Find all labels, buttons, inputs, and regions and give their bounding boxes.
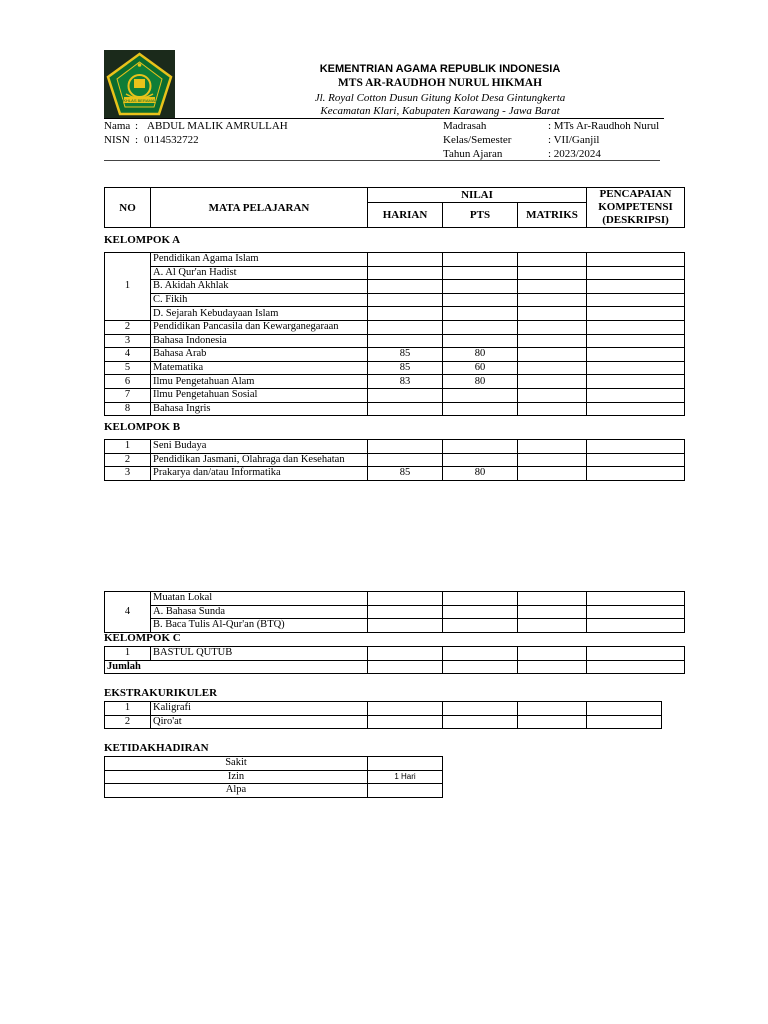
row-pts: 80 [443,375,518,389]
row-deskripsi [587,280,685,294]
ministry-title: KEMENTRIAN AGAMA REPUBLIK INDONESIA [319,63,561,75]
row-no: 1 [105,647,151,661]
row-deskripsi [587,375,685,389]
pencapaian-line2: KOMPETENSI [598,201,673,213]
col-mapel: MATA PELAJARAN [151,188,368,228]
row-no: 4 [105,592,151,633]
row-pts [443,253,518,267]
row-matriks [518,280,587,294]
student-name: ABDUL MALIK AMRULLAH [147,120,288,132]
row-cell [443,702,518,716]
row-subject: BASTUL QUTUB [151,647,368,661]
row-no: 2 [105,320,151,334]
row-deskripsi [587,619,685,633]
absen-value: 1 Hari [368,770,443,784]
row-subject: Matematika [151,361,368,375]
row-harian [368,293,443,307]
row-harian: 85 [368,361,443,375]
row-subject: Ilmu Pengetahuan Alam [151,375,368,389]
row-harian: 83 [368,375,443,389]
ekstra-table [104,701,662,729]
row-pts [443,402,518,416]
row-harian [368,605,443,619]
table-row [105,784,443,798]
row-no: 7 [105,388,151,402]
row-pts [443,293,518,307]
school-address-line2: Kecamatan Klari, Kabupaten Karawang - Jawa Barat [320,105,560,117]
student-nisn: 0114532722 [144,134,199,146]
row-no: 5 [105,361,151,375]
row-deskripsi [587,293,685,307]
row-no: 2 [105,715,151,729]
row-harian [368,280,443,294]
row-no: 3 [105,334,151,348]
table-row [105,361,685,375]
row-subject: Pendidikan Jasmani, Olahraga dan Kesehatan [151,453,368,467]
row-activity: Qiro'at [151,715,368,729]
row-pts [443,592,518,606]
row-deskripsi [587,388,685,402]
row-harian [368,619,443,633]
table-row [105,702,662,716]
row-subject: Muatan Lokal [151,592,368,606]
row-deskripsi [587,592,685,606]
table-row [105,375,685,389]
row-matriks [518,402,587,416]
row-pts [443,307,518,321]
student-nisn-row: NISN : 0114532722 [104,134,199,146]
row-matriks [518,388,587,402]
jumlah-deskripsi [587,660,685,674]
row-cell [368,715,443,729]
row-pts [443,453,518,467]
tahun-label: Tahun Ajaran [443,148,503,160]
table-row [105,453,685,467]
school-name: MTS AR-RAUDHOH NURUL HIKMAH [337,77,543,89]
row-subject: Bahasa Ingris [151,402,368,416]
kelompok-a-table [104,252,685,416]
kelompok-a-body [105,253,685,416]
row-harian [368,320,443,334]
row-pts [443,280,518,294]
absen-title: KETIDAKHADIRAN [104,742,209,754]
logo-motto: IKHLAS BERAMAL [122,98,157,103]
table-row [105,757,443,771]
table-row [105,592,685,606]
row-activity: Kaligrafi [151,702,368,716]
row-deskripsi [587,307,685,321]
row-harian [368,266,443,280]
row-harian: 85 [368,348,443,362]
absen-value [368,784,443,798]
table-row [105,307,685,321]
tahun-value: : 2023/2024 [548,148,601,160]
kemenag-logo [104,50,175,119]
info-divider [104,160,660,161]
col-pts: PTS [443,202,518,227]
row-cell [368,702,443,716]
col-nilai: NILAI [368,188,587,203]
table-row [105,619,685,633]
row-subject: B. Baca Tulis Al-Qur'an (BTQ) [151,619,368,633]
jumlah-row [105,660,685,674]
absen-value [368,757,443,771]
row-pts [443,605,518,619]
row-matriks [518,592,587,606]
row-subject: Seni Budaya [151,440,368,454]
grades-table-header [104,187,685,228]
table-row [105,467,685,481]
row-deskripsi [587,467,685,481]
kelompok-b-table [104,439,685,481]
row-subject: A. Al Qur'an Hadist [151,266,368,280]
row-matriks [518,647,587,661]
col-pencapaian [587,188,685,228]
row-subject: Pendidikan Pancasila dan Kewarganegaraan [151,320,368,334]
row-deskripsi [587,334,685,348]
row-subject: Pendidikan Agama Islam [151,253,368,267]
table-row [105,320,685,334]
absen-label: Izin [105,770,368,784]
col-matriks: MATRIKS [518,202,587,227]
row-no: 1 [105,702,151,716]
jumlah-harian [368,660,443,674]
kelompok-b-title: KELOMPOK B [104,421,181,433]
row-matriks [518,307,587,321]
row-pts [443,266,518,280]
ekstra-title: EKSTRAKURIKULER [104,687,218,699]
row-no: 8 [105,402,151,416]
row-no: 2 [105,453,151,467]
table-row [105,253,685,267]
col-no: NO [105,188,151,228]
row-matriks [518,467,587,481]
absen-table [104,756,443,798]
row-deskripsi [587,266,685,280]
row-no: 1 [105,253,151,321]
row-deskripsi [587,647,685,661]
row-harian: 85 [368,467,443,481]
row-cell [518,715,587,729]
row-no: 4 [105,348,151,362]
kelompok-a-title: KELOMPOK A [104,234,181,246]
student-name-row: Nama : ABDUL MALIK AMRULLAH [104,120,288,132]
row-pts: 80 [443,348,518,362]
table-row [105,293,685,307]
kelas-label: Kelas/Semester [443,134,512,146]
school-address-line1: Jl. Royal Cotton Dusun Gitung Kolot Desa Gintungkerta [314,92,566,104]
jumlah-label: Jumlah [105,660,368,674]
table-row [105,440,685,454]
row-no: 1 [105,440,151,454]
row-matriks [518,453,587,467]
row-pts: 80 [443,467,518,481]
row-subject: Bahasa Arab [151,348,368,362]
row-cell [518,702,587,716]
row-subject: Ilmu Pengetahuan Sosial [151,388,368,402]
row-cell [443,715,518,729]
row-matriks [518,320,587,334]
row-pts [443,619,518,633]
row-matriks [518,266,587,280]
table-row [105,647,685,661]
pencapaian-line1: PENCAPAIAN [599,188,672,200]
row-deskripsi [587,361,685,375]
row-subject: C. Fikih [151,293,368,307]
row-deskripsi [587,440,685,454]
row-subject: A. Bahasa Sunda [151,605,368,619]
pencapaian-line3: (DESKRIPSI) [602,214,669,226]
table-row [105,770,443,784]
kelompok-c-title: KELOMPOK C [104,632,181,644]
madrasah-value: : MTs Ar-Raudhoh Nurul [548,120,660,132]
row-harian [368,647,443,661]
row-deskripsi [587,253,685,267]
row-harian [368,253,443,267]
jumlah-pts [443,660,518,674]
muatan-lokal-table [104,591,685,633]
table-row [105,266,685,280]
row-harian [368,402,443,416]
row-harian [368,307,443,321]
table-row [105,402,685,416]
row-matriks [518,361,587,375]
table-row [105,388,685,402]
table-row [105,715,662,729]
row-subject: Prakarya dan/atau Informatika [151,467,368,481]
jumlah-matriks [518,660,587,674]
row-subject: D. Sejarah Kebudayaan Islam [151,307,368,321]
row-matriks [518,605,587,619]
row-pts [443,334,518,348]
nisn-label: NISN [104,134,130,146]
row-subject: B. Akidah Akhlak [151,280,368,294]
row-deskripsi [587,453,685,467]
absen-label: Sakit [105,757,368,771]
absen-label: Alpa [105,784,368,798]
row-deskripsi [587,348,685,362]
row-deskripsi [587,402,685,416]
row-cell [587,715,662,729]
row-matriks [518,440,587,454]
row-harian [368,440,443,454]
row-cell [587,702,662,716]
row-deskripsi [587,320,685,334]
row-pts [443,440,518,454]
table-row [105,280,685,294]
row-deskripsi [587,605,685,619]
row-matriks [518,334,587,348]
kelompok-c-table [104,646,685,674]
row-harian [368,592,443,606]
kelas-value: : VII/Ganjil [548,134,600,146]
row-matriks [518,293,587,307]
row-no: 6 [105,375,151,389]
row-pts [443,388,518,402]
row-matriks [518,348,587,362]
row-pts [443,647,518,661]
row-subject: Bahasa Indonesia [151,334,368,348]
table-row [105,348,685,362]
row-pts: 60 [443,361,518,375]
madrasah-label: Madrasah [443,120,487,132]
row-no: 3 [105,467,151,481]
row-matriks [518,619,587,633]
name-label: Nama [104,120,131,132]
row-harian [368,388,443,402]
row-pts [443,320,518,334]
table-row [105,334,685,348]
row-matriks [518,375,587,389]
row-harian [368,453,443,467]
row-harian [368,334,443,348]
col-harian: HARIAN [368,202,443,227]
table-row [105,605,685,619]
row-matriks [518,253,587,267]
